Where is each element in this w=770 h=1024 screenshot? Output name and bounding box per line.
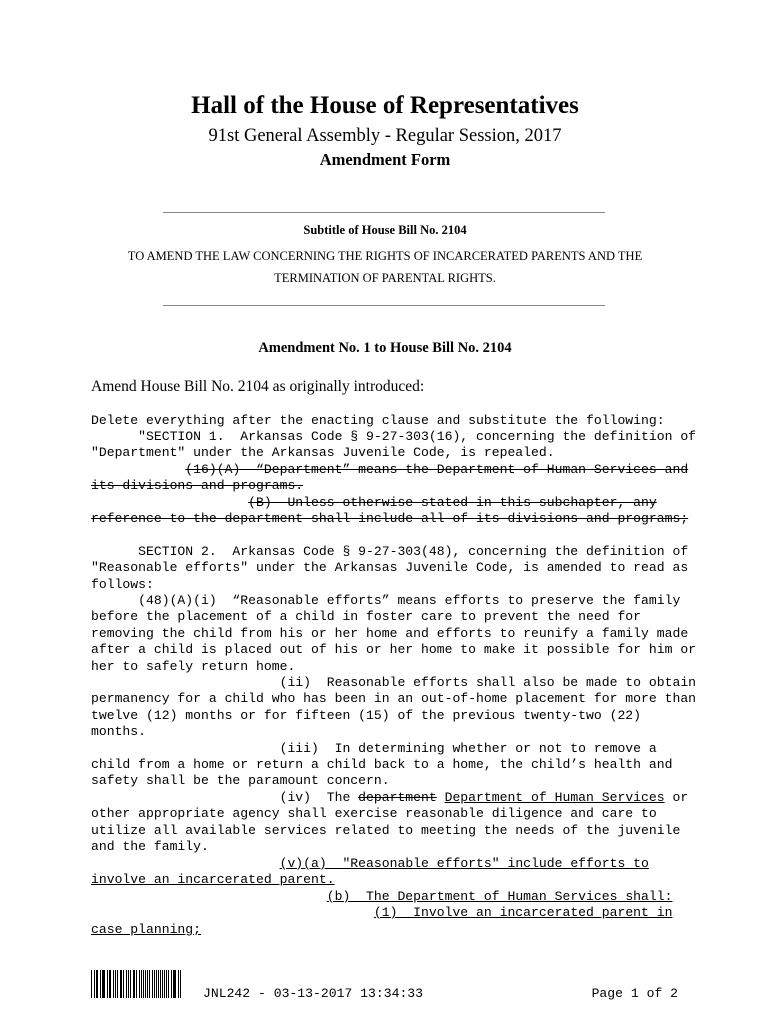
divider-top	[163, 212, 605, 213]
footer-document-id: JNL242 - 03-13-2017 13:34:33	[203, 986, 424, 1001]
body-line	[91, 790, 688, 806]
barcode-bar	[141, 970, 142, 998]
underlined-text: involve an incarcerated parent.	[91, 872, 335, 887]
barcode-bar	[117, 970, 118, 998]
body-line: removing the child from his or her home and efforts to reunify a family made	[91, 626, 689, 641]
barcode-bar	[149, 970, 150, 998]
subtitle-text	[100, 245, 670, 289]
barcode-bar	[166, 970, 167, 998]
body-line	[91, 905, 672, 921]
barcode-bar	[121, 970, 122, 998]
body-line: (48)(A)(i) “Reasonable efforts” means efforts to preserve the family	[91, 593, 681, 608]
underlined-text: (1) Involve an incarcerated parent in	[373, 905, 673, 920]
body-line: follows:	[91, 577, 154, 592]
barcode-bar	[164, 970, 165, 998]
barcode-bar	[168, 970, 169, 998]
struck-text: (B) Unless otherwise stated in this subchapter, any	[248, 495, 657, 510]
body-line: child from a home or return a child back to a home, the child’s health and	[91, 757, 673, 772]
text	[437, 790, 445, 805]
body-line: utilize all available services related to meeting the needs of the juvenile	[91, 823, 681, 838]
amendment-heading: Amendment No. 1 to House Bill No. 2104	[258, 340, 512, 356]
barcode-bar	[91, 970, 92, 998]
barcode-bar	[96, 970, 97, 998]
barcode-bar	[120, 970, 121, 998]
divider-bottom	[163, 305, 605, 306]
barcode-bar	[162, 970, 163, 998]
barcode-bar	[107, 970, 108, 998]
underlined-text: (v)(a) "Reasonable efforts" include efforts to	[279, 856, 649, 871]
barcode-bar	[97, 970, 98, 998]
barcode-bar	[139, 970, 140, 998]
barcode-bar	[178, 970, 179, 998]
body-line: twelve (12) months or for fifteen (15) of the previous twenty-two (22)	[91, 708, 642, 723]
barcode-bar	[109, 970, 110, 998]
body-line	[91, 856, 649, 872]
barcode-bar	[152, 970, 153, 998]
barcode-bar	[156, 970, 157, 998]
underlined-text: Department of Human Services	[444, 790, 665, 805]
barcode-bar	[115, 970, 116, 998]
indent	[91, 889, 327, 904]
barcode-bar	[171, 970, 172, 998]
session-line: 91st General Assembly - Regular Session, 2017	[208, 126, 562, 146]
underlined-text: case planning;	[91, 922, 202, 937]
barcode-bar	[100, 970, 101, 998]
body-line	[91, 462, 688, 478]
struck-text: its divisions and programs.	[91, 478, 304, 493]
body-line: (iii) In determining whether or not to remove a	[91, 741, 657, 756]
body-line: before the placement of a child in foster care to prevent the need for	[91, 609, 642, 624]
barcode-bar	[180, 970, 181, 998]
body-line	[91, 495, 657, 511]
barcode-bar	[128, 970, 129, 998]
document-title: Hall of the House of Representatives	[191, 92, 579, 119]
barcode-bar	[174, 970, 176, 998]
barcode-bar	[145, 970, 146, 998]
body-line: her to safely return home.	[91, 659, 296, 674]
struck-text: department	[358, 790, 437, 805]
body-line: and the family.	[91, 839, 209, 854]
barcode-bar	[133, 970, 134, 998]
body-line: permanency for a child who has been in an out-of-home placement for more than	[91, 691, 697, 706]
barcode-bar	[126, 970, 127, 998]
barcode-bar	[147, 970, 149, 998]
subtitle-line-2: TERMINATION OF PARENTAL RIGHTS.	[274, 271, 496, 285]
body-line: (ii) Reasonable efforts shall also be made to obtain	[91, 675, 697, 690]
underlined-text: (b) The Department of Human Services shall:	[326, 889, 673, 904]
body-line: "Reasonable efforts" under the Arkansas Juvenile Code, is amended to read as	[91, 560, 689, 575]
body-line: safety shall be the paramount concern.	[91, 773, 390, 788]
barcode	[91, 970, 181, 998]
barcode-bar	[123, 970, 125, 998]
body-line: other appropriate agency shall exercise reasonable diligence and care to	[91, 806, 657, 821]
barcode-bar	[173, 970, 174, 998]
barcode-bar	[143, 970, 144, 998]
text: or	[664, 790, 689, 805]
body-line: after a child is placed out of his or her home to make it possible for him or	[91, 642, 697, 657]
body-line: "Department" under the Arkansas Juvenile Code, is repealed.	[91, 445, 555, 460]
subtitle-line-1: TO AMEND THE LAW CONCERNING THE RIGHTS OF INCARCERATED PARENTS AND THE	[127, 249, 643, 263]
body-line: months.	[91, 724, 147, 739]
barcode-bar	[130, 970, 131, 998]
body-line: Delete everything after the enacting clause and substitute the following:	[91, 413, 665, 428]
barcode-bar	[160, 970, 161, 998]
barcode-bar	[103, 970, 105, 998]
barcode-bar	[136, 970, 137, 998]
barcode-bar	[94, 970, 95, 998]
form-name: Amendment Form	[319, 150, 451, 169]
body-line	[91, 889, 672, 905]
body-line: "SECTION 1. Arkansas Code § 9-27-303(16), concerning the definition of	[91, 429, 697, 444]
struck-text: (16)(A) “Department” means the Department of Human Services and	[185, 462, 689, 477]
barcode-bar	[113, 970, 114, 998]
indent	[91, 462, 185, 477]
subtitle-label: Subtitle of House Bill No. 2104	[303, 223, 467, 237]
indent	[91, 495, 248, 510]
barcode-bar	[158, 970, 159, 998]
footer-page-number: Page 1 of 2	[591, 986, 678, 1001]
indent	[91, 905, 374, 920]
body-line: SECTION 2. Arkansas Code § 9-27-303(48), concerning the definition of	[91, 544, 689, 559]
barcode-bar	[154, 970, 155, 998]
barcode-bar	[134, 970, 135, 998]
indent	[91, 856, 280, 871]
barcode-bar	[102, 970, 103, 998]
barcode-bar	[110, 970, 111, 998]
struck-text: reference to the department shall include all of its divisions and programs;	[91, 511, 689, 526]
amendment-intro: Amend House Bill No. 2104 as originally introduced:	[91, 378, 425, 395]
text: (iv) The	[91, 790, 359, 805]
